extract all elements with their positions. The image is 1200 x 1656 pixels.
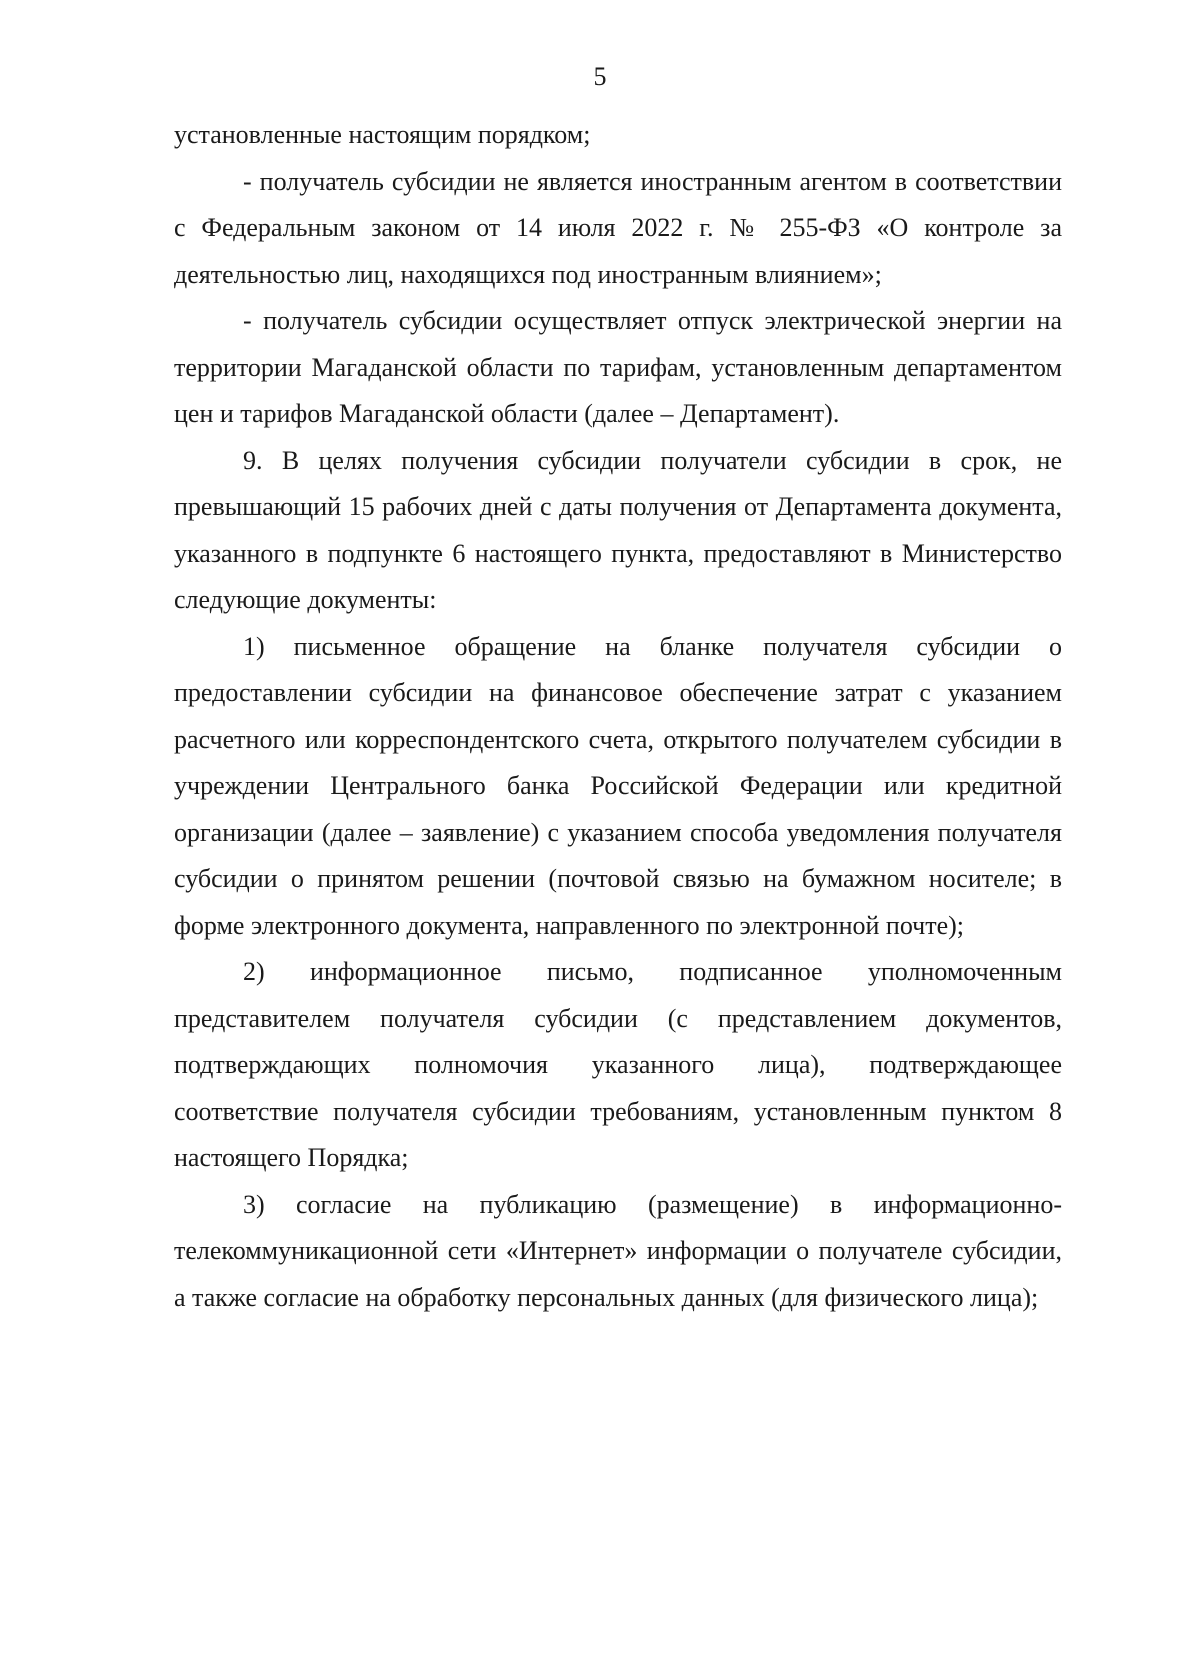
paragraph-item-9: 9. В целях получения субсидии получатели субсидии в срок, не превышающий 15 рабочих дней с даты получения от Департамента документа, указанного в подпункте 6 настоящего пункта, предоставляют в Министерство следующие документы:	[174, 445, 1062, 614]
page-number: 5	[593, 62, 607, 91]
paragraph-electric-energy: - получатель субсидии осуществляет отпуск электрической энергии на территории Магаданской области по тарифам, установленным департаментом цен и тарифов Магаданской области (далее – Департамент).	[174, 306, 1062, 428]
paragraph-foreign-agent: - получатель субсидии не является иностранным агентом в соответствии с Федеральным законом от 14 июля 2022 г. № 255-ФЗ «О контроле за деятельностью лиц, находящихся под иностранным влиянием»;	[174, 166, 1062, 289]
paragraph-subitem-3: 3) согласие на публикацию (размещение) в информационно-телекоммуникационной сети «Интернет» информации о получателе субсидии, а также согласие на обработку персональных данных (для физического лица);	[174, 1189, 1062, 1312]
paragraph-subitem-2: 2) информационное письмо, подписанное уполномоченным представителем получателя субсидии (с представлением документов, подтверждающих полномочия указанного лица), подтверждающее соответствие получателя субсидии требованиям, установленным пунктом 8 настоящего Порядка;	[174, 957, 1062, 1172]
document-body	[174, 112, 1062, 1321]
paragraph-subitem-1: 1) письменное обращение на бланке получателя субсидии о предоставлении субсидии на финансовое обеспечение затрат с указанием расчетного или корреспондентского счета, открытого получателем субсидии в учреждении Центрального банка Российской Федерации или кредитной организации (далее – заявление) с указанием способа уведомления получателя субсидии о принятом решении (почтовой связью на бумажном носителе; в форме электронного документа, направленного по электронной почте);	[174, 631, 1062, 940]
paragraph-continuation: установленные настоящим порядком;	[174, 120, 591, 149]
